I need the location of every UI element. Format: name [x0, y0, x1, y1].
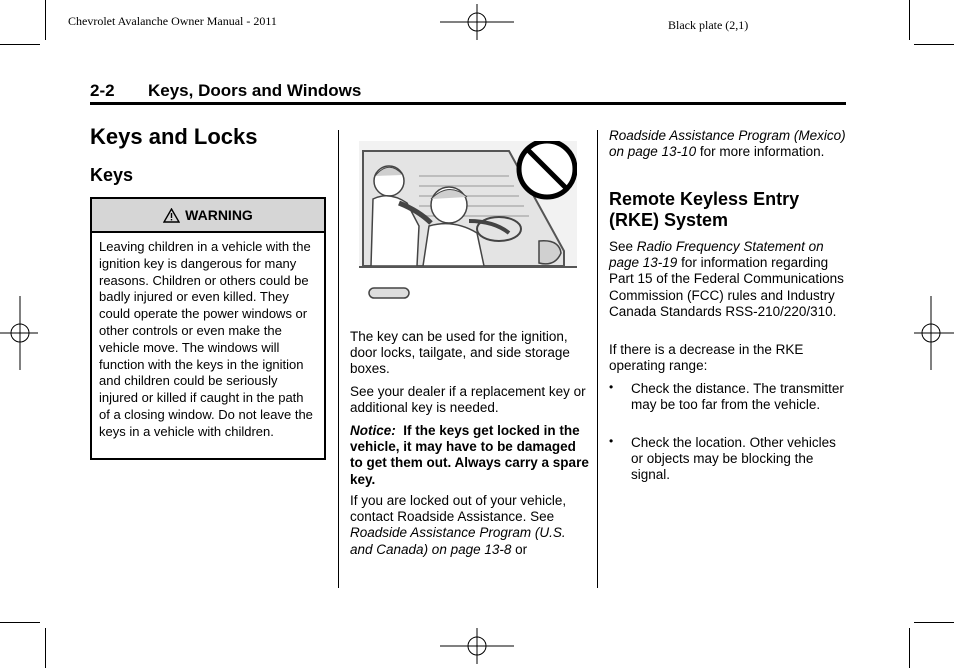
crop-mark [914, 622, 954, 623]
notice-label: Notice: [350, 423, 396, 438]
bullet-icon: • [609, 380, 614, 394]
more-info-text: for more information. [699, 144, 825, 160]
crop-mark [909, 628, 910, 668]
registration-mark-icon [0, 296, 38, 370]
plate-label: Black plate (2,1) [668, 18, 749, 32]
manual-title: Chevrolet Avalanche Owner Manual - 2011 [68, 14, 277, 28]
bullet-icon: • [609, 434, 614, 448]
crop-mark [909, 0, 910, 40]
warning-box [90, 197, 326, 460]
section-title: Keys, Doors and Windows [148, 81, 362, 100]
warning-triangle-icon [163, 208, 180, 223]
column-divider [338, 130, 339, 588]
page-title: Keys and Locks [90, 124, 258, 149]
radio-frequency-link[interactable]: Radio Frequency Statement on page 13-19 [609, 239, 824, 271]
registration-mark-icon [440, 4, 514, 40]
header-rule [90, 102, 846, 105]
child-in-car-illustration [359, 141, 577, 313]
crop-mark [45, 0, 46, 40]
registration-mark-icon [440, 628, 514, 664]
locked-out-text: If you are locked out of your vehicle, contact Roadside Assistance. See [350, 493, 567, 525]
bullet-text: Check the distance. The transmitter may be too far from the vehicle. [631, 381, 844, 413]
locked-out-or: or [515, 541, 528, 557]
registration-mark-icon [914, 296, 954, 370]
locked-out-paragraph [350, 493, 590, 558]
crop-mark [45, 628, 46, 668]
roadside-mexico-link[interactable]: Roadside Assistance Program (Mexico) on page 13-10 [609, 128, 846, 160]
notice-text: If the keys get locked in the vehicle, it may have to be damaged to get them out. Always carry a spare key. [350, 423, 589, 487]
warning-text: Leaving children in a vehicle with the ignition key is dangerous for many reasons. Children or others could be badly injured or even killed. They could operate the power windows or other controls or even make the vehicle move. The windows will function with the keys in the ignition and children could be seriously injured or killed if caught in the path of a closing window. Do not leave the keys in a vehicle with children. [99, 239, 313, 439]
section-header [90, 81, 361, 101]
see-text: See [609, 239, 634, 254]
roadside-us-canada-link[interactable]: Roadside Assistance Program (U.S. and Canada) on page 13-8 [350, 525, 566, 557]
warning-header [92, 199, 324, 233]
regulation-text: for information regarding Part 15 of the Federal Communications Commission (FCC) rules and Industry Canada Standards RSS-210/220/310. [609, 255, 844, 319]
bullet-text: Check the location. Other vehicles or objects may be blocking the signal. [631, 435, 836, 483]
notice-paragraph [350, 423, 590, 488]
crop-mark [914, 44, 954, 45]
subheading-keys: Keys [90, 165, 134, 185]
section-number: 2-2 [90, 81, 115, 100]
crop-mark [0, 622, 40, 623]
column-divider [597, 130, 598, 588]
range-decrease-paragraph: If there is a decrease in the RKE operating range: [609, 342, 804, 374]
crop-mark [0, 44, 40, 45]
rke-regulation-paragraph [609, 239, 849, 320]
rke-heading: Remote Keyless Entry (RKE) System [609, 189, 800, 230]
roadside-mexico-paragraph [609, 128, 849, 160]
key-uses-paragraph: The key can be used for the ignition, door locks, tailgate, and side storage boxes. [350, 329, 570, 377]
warning-label: WARNING [185, 207, 253, 223]
replacement-key-paragraph: See your dealer if a replacement key or additional key is needed. [350, 384, 586, 416]
